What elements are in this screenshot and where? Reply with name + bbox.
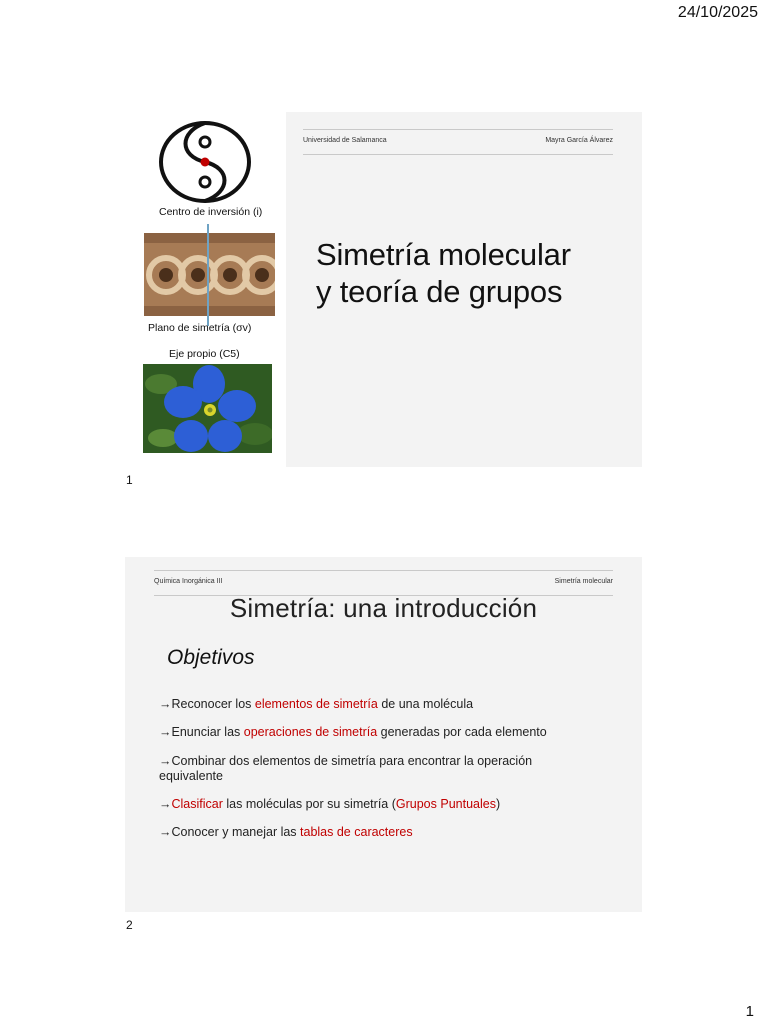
arrow-icon: → bbox=[159, 754, 172, 768]
objective-item: →Enunciar las operaciones de simetría generadas por cada elemento bbox=[159, 725, 547, 739]
inversion-center-caption: Centro de inversión (i) bbox=[159, 206, 263, 218]
arrow-icon: → bbox=[159, 797, 172, 811]
arrow-icon: → bbox=[159, 725, 172, 739]
arrow-icon: → bbox=[159, 697, 172, 711]
slide-1-image-column bbox=[125, 112, 286, 467]
blue-flower-image bbox=[143, 364, 272, 453]
proper-axis-caption: Eje propio (C5) bbox=[169, 348, 240, 360]
arrow-icon: → bbox=[159, 825, 172, 839]
course-label: Química Inorgánica III bbox=[154, 578, 223, 585]
header-rule-bottom bbox=[303, 154, 613, 155]
objective-item: →Clasificar las moléculas por su simetría (Grupos Puntuales) bbox=[159, 797, 501, 811]
header-rule-top bbox=[303, 129, 613, 130]
symmetry-plane-line bbox=[207, 224, 209, 233]
slide-1-number: 1 bbox=[126, 473, 133, 487]
slide-2-title: Simetría: una introducción bbox=[229, 593, 538, 623]
objective-item: →Combinar dos elementos de simetría para encontrar la operación equivalente bbox=[159, 754, 533, 783]
slide-2 bbox=[125, 557, 642, 912]
author-label: Mayra García Álvarez bbox=[545, 137, 613, 144]
print-date: 24/10/2025 bbox=[677, 4, 758, 21]
slide-1-title bbox=[316, 236, 571, 310]
objective-item: →Reconocer los elementos de simetría de una molécula bbox=[159, 697, 474, 711]
university-label: Universidad de Salamanca bbox=[303, 137, 387, 144]
header-rule-top bbox=[154, 570, 613, 571]
slide-1-title-line-1: Simetría molecular bbox=[316, 237, 571, 272]
yin-yang-icon bbox=[157, 120, 253, 206]
objectives-heading: Objetivos bbox=[167, 646, 255, 669]
page-number: 1 bbox=[745, 1003, 754, 1020]
slide-2-number: 2 bbox=[126, 918, 133, 932]
slide-1-title-panel bbox=[286, 112, 642, 467]
topic-label: Simetría molecular bbox=[554, 578, 613, 585]
objective-item: →Conocer y manejar las tablas de caracteres bbox=[159, 825, 413, 839]
stone-relief-image bbox=[144, 233, 275, 316]
slide-1 bbox=[125, 112, 642, 467]
symmetry-plane-caption: Plano de simetría (σv) bbox=[148, 322, 252, 334]
slide-1-title-line-2: y teoría de grupos bbox=[316, 274, 563, 309]
